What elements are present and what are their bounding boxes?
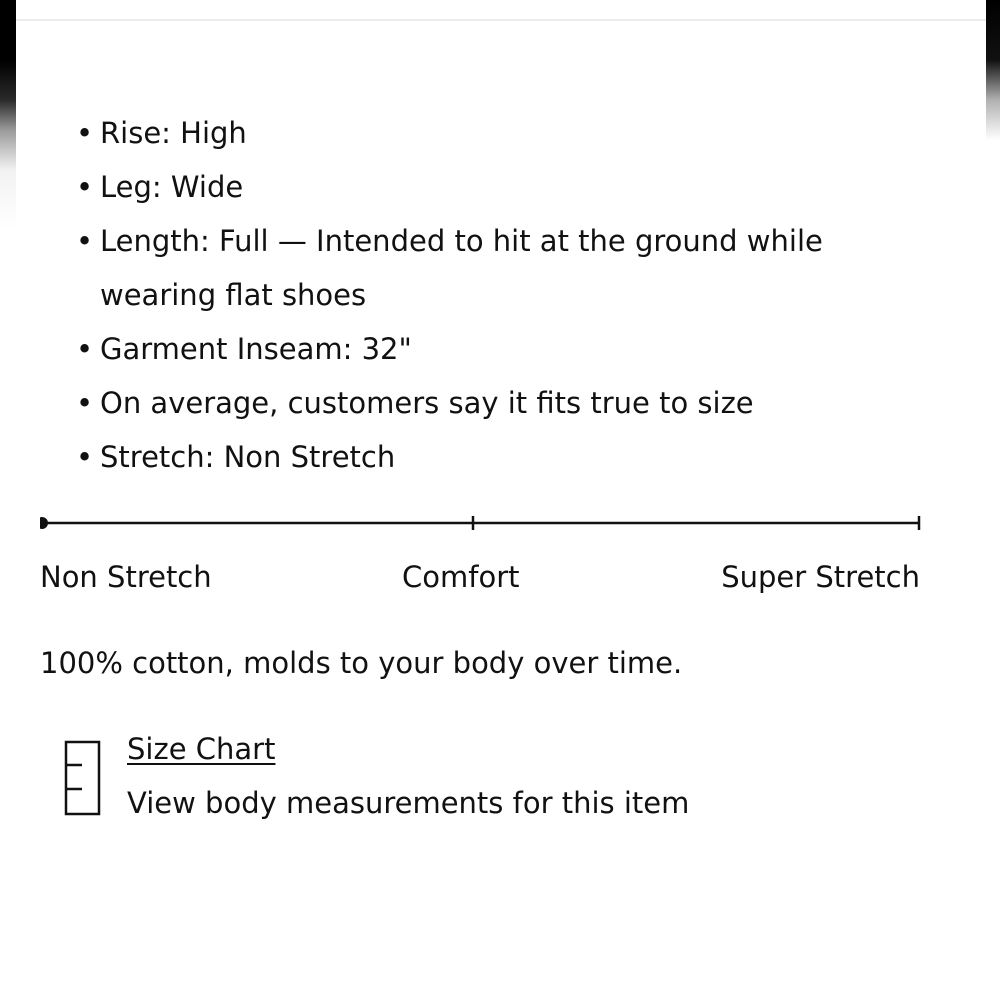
stretch-label-super-stretch: Super Stretch [721, 560, 920, 594]
list-item [76, 214, 876, 322]
stretch-scale-labels [40, 560, 922, 596]
fit-details-list [76, 106, 876, 484]
list-item [76, 376, 876, 430]
window-edge-right [986, 0, 1000, 140]
size-chart-link[interactable]: Size Chart [127, 732, 276, 766]
ruler-icon [64, 740, 102, 816]
bullet: • [76, 332, 94, 366]
divider [16, 19, 986, 21]
bullet: • [76, 440, 94, 474]
list-item [76, 160, 876, 214]
bullet: • [76, 386, 94, 420]
material-description: 100% cotton, molds to your body over time. [40, 646, 683, 680]
list-item [76, 430, 876, 484]
bullet: • [76, 116, 94, 150]
detail-length: Length: Full — Intended to hit at the ground while wearing flat shoes [100, 224, 823, 312]
detail-leg: Leg: Wide [100, 170, 244, 204]
bullet: • [76, 224, 94, 258]
detail-stretch: Stretch: Non Stretch [100, 440, 396, 474]
detail-inseam: Garment Inseam: 32" [100, 332, 412, 366]
size-chart-section[interactable] [64, 732, 864, 822]
stretch-scale-graphic [40, 512, 922, 542]
size-chart-description: View body measurements for this item [127, 786, 690, 820]
stretch-label-non-stretch: Non Stretch [40, 560, 212, 594]
stretch-scale [40, 512, 922, 542]
stretch-indicator [40, 517, 48, 529]
detail-fit: On average, customers say it fits true to size [100, 386, 754, 420]
list-item [76, 322, 876, 376]
stretch-label-comfort: Comfort [402, 560, 520, 594]
window-edge-left [0, 0, 16, 680]
bullet: • [76, 170, 94, 204]
detail-rise: Rise: High [100, 116, 247, 150]
list-item [76, 106, 876, 160]
